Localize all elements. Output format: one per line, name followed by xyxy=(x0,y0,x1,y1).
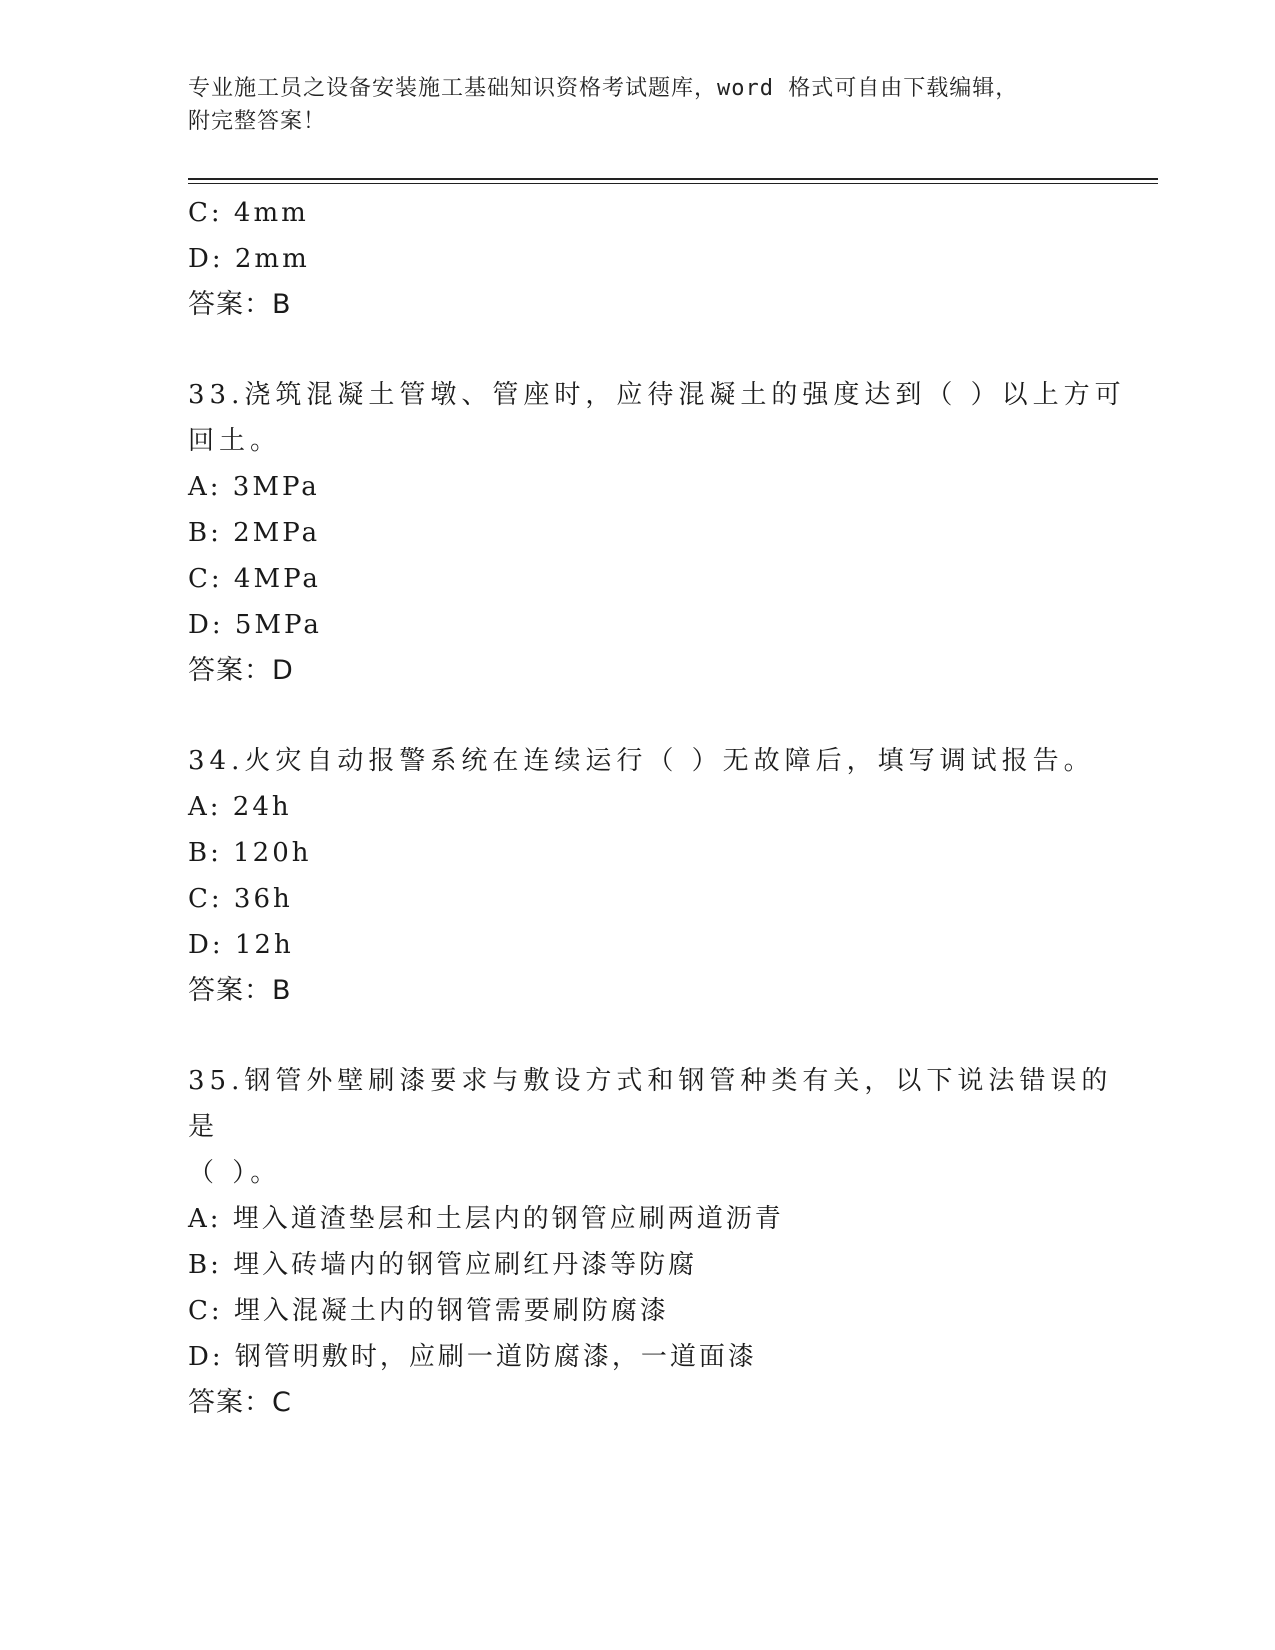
option-a: A: 埋入道渣垫层和土层内的钢管应刷两道沥青 xyxy=(188,1204,784,1234)
question-34-block xyxy=(188,738,1128,1014)
carryover-question-block xyxy=(188,190,1128,328)
header-line-1: 专业施工员之设备安装施工基础知识资格考试题库，word 格式可自由下载编辑， xyxy=(188,76,1019,101)
option-a: A: 3MPa xyxy=(188,472,320,502)
answer-line: 答案：D xyxy=(188,655,294,686)
option-b: B: 120h xyxy=(188,838,312,868)
option-c: C: 36h xyxy=(188,884,293,914)
header-line-2: 附完整答案！ xyxy=(188,109,327,134)
header-divider-thin xyxy=(188,183,1158,184)
option-d: D: 钢管明敷时，应刷一道防腐漆，一道面漆 xyxy=(188,1342,757,1372)
question-stem: 34.火灾自动报警系统在连续运行（ ）无故障后，填写调试报告。 xyxy=(188,746,1095,776)
option-a: A: 24h xyxy=(188,792,292,822)
answer-line: 答案：C xyxy=(188,1387,292,1418)
document-header xyxy=(188,72,1088,138)
question-stem-continued: 回土。 xyxy=(188,426,282,456)
option-b: B: 2MPa xyxy=(188,518,321,548)
option-b: B: 埋入砖墙内的钢管应刷红丹漆等防腐 xyxy=(188,1250,698,1280)
option-d: D: 12h xyxy=(188,930,294,960)
document-body xyxy=(188,190,1128,1426)
question-33-block xyxy=(188,372,1128,694)
option-c: C: 4mm xyxy=(188,198,309,228)
question-35-block xyxy=(188,1058,1128,1426)
answer-line: 答案：B xyxy=(188,975,292,1006)
option-c: C: 埋入混凝土内的钢管需要刷防腐漆 xyxy=(188,1296,669,1326)
answer-line: 答案：B xyxy=(188,289,292,320)
question-stem: 35.钢管外壁刷漆要求与敷设方式和钢管种类有关，以下说法错误的是 xyxy=(188,1066,1113,1142)
header-divider-thick xyxy=(188,178,1158,180)
option-d: D: 5MPa xyxy=(188,610,322,640)
option-c: C: 4MPa xyxy=(188,564,321,594)
question-stem: 33.浇筑混凝土管墩、管座时，应待混凝土的强度达到（ ）以上方可 xyxy=(188,380,1126,410)
option-d: D: 2mm xyxy=(188,244,310,274)
question-stem-continued: （ ）。 xyxy=(188,1158,282,1188)
